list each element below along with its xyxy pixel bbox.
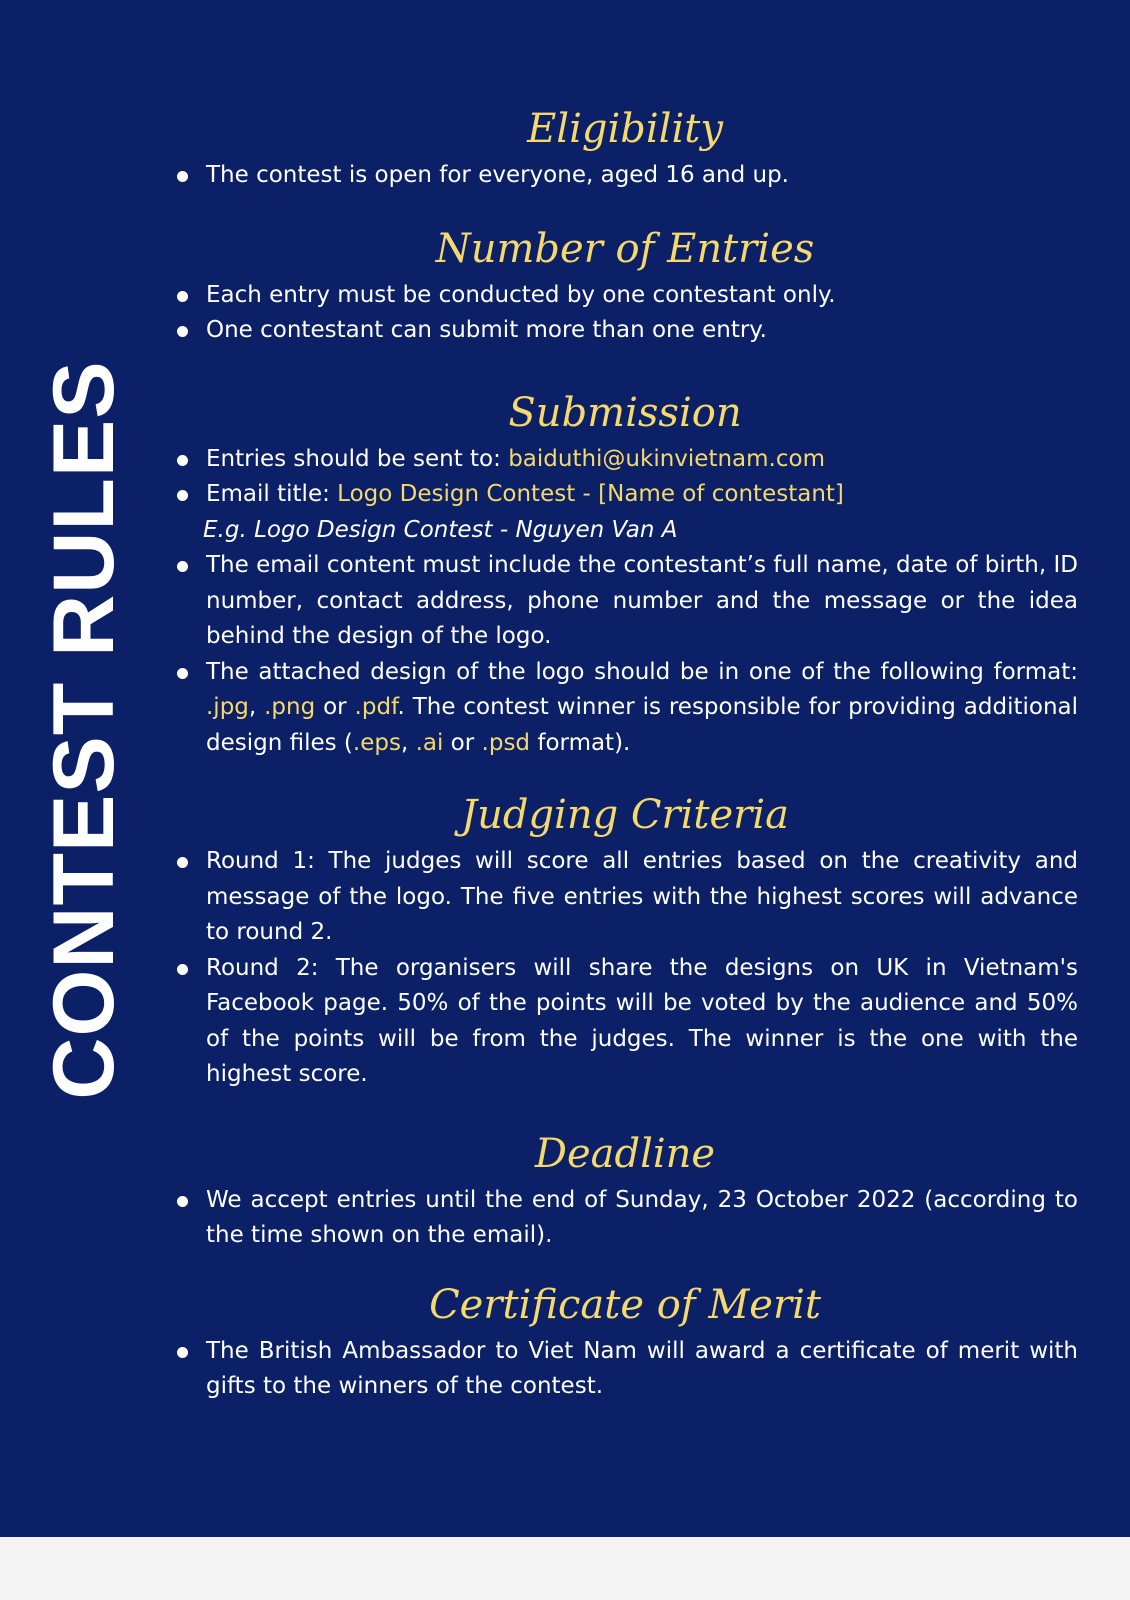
section-judging-criteria: [172, 786, 1078, 1093]
format-jpg: .jpg: [206, 694, 249, 720]
section-heading-judging: Judging Criteria: [461, 792, 789, 838]
section-number-of-entries: [172, 220, 1078, 349]
email-title-label: Email title:: [206, 481, 338, 507]
rule-text: Round 2: The organisers will share the designs on UK in Vietnam's Facebook page. 50% of the points will be voted by the audience and 50% of the points will be from the judges. The winner is the one with the highest score.: [206, 954, 1078, 1087]
rule-text: We accept entries until the end of Sunday, 23 October 2022 (according to the time shown on the email).: [206, 1186, 1078, 1248]
section-heading-deadline: Deadline: [534, 1130, 716, 1177]
bullet-icon: [177, 171, 188, 182]
format-separator: ,: [248, 694, 265, 720]
format-text: . The contest winner is responsible for providing additional design files (: [206, 694, 1079, 756]
send-to-label: Entries should be sent to:: [206, 445, 509, 472]
rule-list: [172, 844, 1078, 1093]
side-title: CONTEST RULES: [36, 360, 132, 1100]
rule-item-email-content: [172, 548, 1078, 655]
section-heading-eligibility: Eligibility: [527, 106, 723, 152]
rule-item: [172, 313, 1078, 349]
section-deadline: [172, 1125, 1078, 1254]
format-text: format).: [530, 729, 631, 756]
format-pdf: .pdf: [354, 694, 398, 720]
rule-list: [172, 1183, 1078, 1254]
format-psd: .psd: [481, 729, 531, 756]
rule-text: The email content must include the contestant’s full name, date of birth, ID number, contact address, phone number and the message or the idea behind the design of the logo.: [206, 552, 1078, 649]
bullet-icon: [177, 455, 188, 466]
rule-item: [172, 951, 1078, 1093]
rule-text: The contest is open for everyone, aged 16 and up.: [206, 162, 789, 188]
rule-list: [172, 1334, 1078, 1405]
format-eps: .eps: [352, 729, 401, 756]
rule-text: Each entry must be conducted by one contestant only.: [206, 281, 836, 308]
rule-list: [172, 442, 1078, 762]
bullet-icon: [177, 1196, 188, 1207]
rule-text: One contestant can submit more than one entry.: [206, 317, 767, 343]
bullet-icon: [177, 668, 188, 679]
email-title-example: E.g. Logo Design Contest - Nguyen Van A: [203, 516, 678, 543]
rule-list: [172, 278, 1078, 349]
section-heading-submission: Submission: [508, 389, 742, 436]
rule-item: [172, 1334, 1078, 1405]
section-heading-certificate: Certificate of Merit: [429, 1281, 821, 1328]
format-text: The attached design of the logo should be in one of the following format:: [206, 658, 1078, 685]
rule-item: [172, 844, 1078, 951]
format-or: or: [315, 694, 355, 720]
rule-item-file-format: [172, 655, 1078, 762]
rules-content: [172, 100, 1078, 1405]
email-title-format: Logo Design Contest - [Name of contestant]: [337, 481, 844, 507]
section-heading-entries: Number of Entries: [435, 225, 815, 272]
section-eligibility: [172, 100, 1078, 194]
rule-text: Round 1: The judges will score all entries based on the creativity and message of the logo. The five entries with the highest scores will advance to round 2.: [206, 848, 1078, 945]
format-separator: ,: [400, 729, 416, 756]
rule-item: [172, 1183, 1078, 1254]
section-submission: [172, 384, 1078, 762]
rule-item-send-to: [172, 442, 1078, 478]
rule-text: The British Ambassador to Viet Nam will award a certificate of merit with gifts to the winners of the contest.: [206, 1337, 1078, 1399]
bullet-icon: [177, 857, 188, 868]
bullet-icon: [177, 1347, 188, 1358]
bullet-icon: [177, 291, 188, 302]
rule-item: [172, 278, 1078, 314]
rule-list: [172, 158, 1078, 194]
bullet-icon: [177, 561, 188, 572]
bullet-icon: [177, 326, 188, 337]
submission-email-link[interactable]: baiduthi@ukinvietnam.com: [508, 445, 825, 472]
rule-item-email-title: [172, 477, 1078, 548]
bullet-icon: [177, 490, 188, 501]
bullet-icon: [177, 964, 188, 975]
section-certificate-of-merit: [172, 1276, 1078, 1405]
format-png: .png: [264, 694, 316, 720]
rule-item: [172, 158, 1078, 194]
format-ai: .ai: [415, 729, 444, 756]
format-or: or: [443, 729, 482, 756]
